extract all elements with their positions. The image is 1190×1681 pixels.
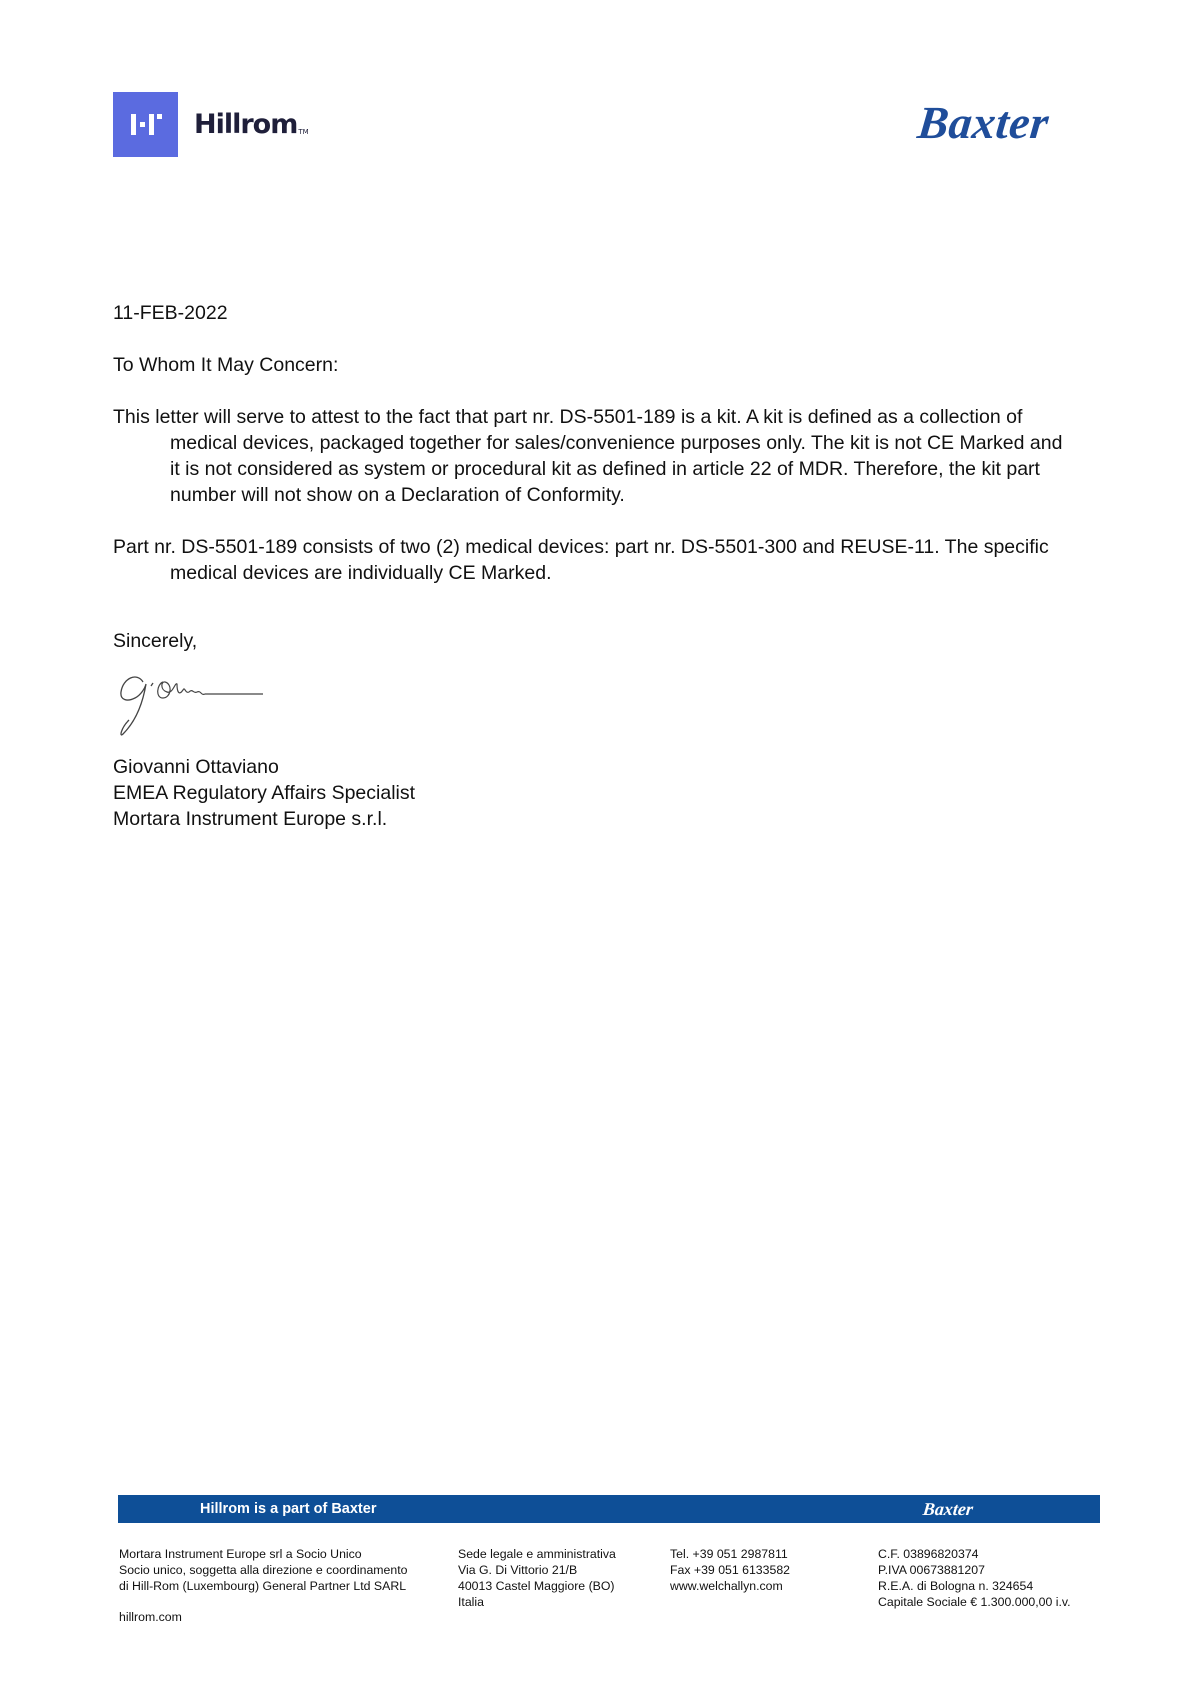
footer-line: Socio unico, soggetta alla direzione e coordinamento	[119, 1563, 408, 1577]
letter-body	[113, 300, 1073, 832]
footer-line: C.F. 03896820374	[878, 1547, 979, 1561]
signature	[115, 668, 275, 740]
footer-phone: Tel. +39 051 2987811	[670, 1547, 788, 1561]
baxter-logo: Baxter	[915, 97, 1052, 148]
footer-line: Capitale Sociale € 1.300.000,00 i.v.	[878, 1595, 1071, 1609]
hillrom-mark-icon	[113, 92, 178, 157]
footer-band	[118, 1495, 1100, 1523]
footer-contact	[670, 1546, 790, 1594]
footer-line: Via G. Di Vittorio 21/B	[458, 1563, 578, 1577]
footer-line: Sede legale e amministrativa	[458, 1547, 616, 1561]
footer-band-text: Hillrom is a part of Baxter	[200, 1501, 377, 1517]
hillrom-logo	[113, 92, 309, 157]
paragraph-kit-contents: Part nr. DS-5501-189 consists of two (2) medical devices: part nr. DS-5501-300 and REUSE-11. The specific medical devices are individually CE Marked.	[113, 536, 1049, 584]
paragraph-kit-definition: This letter will serve to attest to the fact that part nr. DS-5501-189 is a kit. A kit is defined as a collection of medical devices, packaged together for sales/convenience purposes only. The kit is not CE Marked and it is not considered as system or procedural kit as defined in article 22 of MDR. Therefore, the kit part number will not show on a Declaration of Conformity.	[113, 406, 1063, 506]
footer-company-info	[119, 1546, 407, 1594]
footer-line: di Hill-Rom (Luxembourg) General Partner Ltd SARL	[119, 1579, 407, 1593]
footer-line: Italia	[458, 1595, 484, 1609]
hillrom-tm: TM	[298, 128, 309, 136]
footer-line: R.E.A. di Bologna n. 324654	[878, 1579, 1034, 1593]
footer-line: 40013 Castel Maggiore (BO)	[458, 1579, 615, 1593]
footer-address	[458, 1546, 616, 1610]
footer-website-link[interactable]: hillrom.com	[119, 1610, 182, 1624]
salutation: To Whom It May Concern:	[113, 354, 339, 376]
footer-fax: Fax +39 051 6133582	[670, 1563, 790, 1577]
footer-line: P.IVA 00673881207	[878, 1563, 985, 1577]
hillrom-wordmark: HillromTM	[194, 109, 309, 140]
closing: Sincerely,	[113, 630, 198, 652]
signer-title: EMEA Regulatory Affairs Specialist	[113, 782, 416, 804]
signer-name: Giovanni Ottaviano	[113, 756, 279, 778]
letter-date: 11-FEB-2022	[113, 302, 228, 324]
footer-web-link[interactable]: www.welchallyn.com	[670, 1579, 783, 1593]
footer-line: Mortara Instrument Europe srl a Socio Unico	[119, 1547, 362, 1561]
signer-company: Mortara Instrument Europe s.r.l.	[113, 808, 388, 830]
footer-registration	[878, 1546, 1071, 1610]
footer-baxter-logo: Baxter	[921, 1498, 975, 1519]
